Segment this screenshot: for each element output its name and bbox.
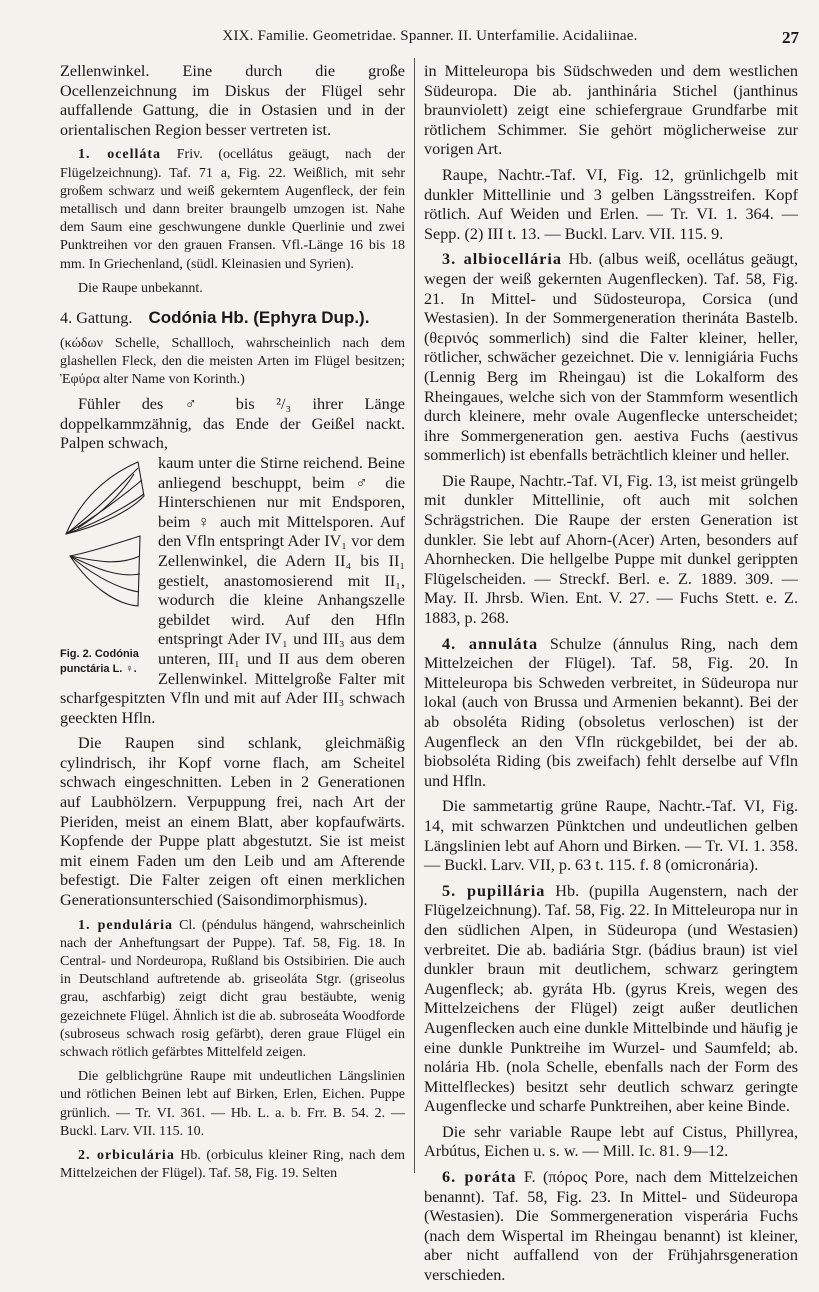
column-divider <box>414 58 415 1173</box>
paragraph: Die Raupen sind schlank, gleichmäßig cylindrisch, ihr Kopf vorne flach, am Scheitel schwach eingeschnitten. Leben in 2 Generationen auf Laubhölzern. Verpuppung frei, nach Art der Pieriden, meist an einem Blatt, aber kopfaufwärts. Kopfende der Puppe platt abgestutzt. Sie ist meist mit einem Faden um den Leib und am Afterende befestigt. Die Falter zeigen oft einen merklichen Generationsunterschied (Saisondimorphismus). <box>60 734 405 910</box>
species-text: Cl. (péndulus hängend, wahrscheinlich nach der Anheftungsart der Puppe). Taf. 58, Fig. 18. In Central- und Nordeuropa, Rußland bis Ostsibirien. Die auch in Deutschland auftretende ab. griseoláta Stgr. (griseolus grau, aschfarbig) zeigt dicht grau bestäubte, wenig gezeichnete Flügel. Ähnlich ist die ab. subroseáta Woodforde (subroseus schwach rosig gefärbt), deren graue Flügel ein schwach rötlich gefärbtes Mittelfeld zeigen. <box>60 917 406 1061</box>
species-name: 2. orbiculária <box>78 1148 175 1164</box>
species-text: Hb. (albus weiß, ocellátus geäugt, wegen der weiß gekernten Augenflecken). Taf. 58, Fig. 21. In Mittel- und Südosteuropa, Corsica (und Westasien). In der Sommergeneration therináta Bastelb. (θερινός sommerlich) sind die Falter kleiner, heller, rötlicher, schwächer gezeichnet. Die v. lennigiária Fuchs (Lennig Berg im Rheingau) ist die Lokalform des Rheingaues, welche sich von der Stammform wesentlich durch kleinere, mehr ovale Augenflecke unterscheidet; ihre Sommergeneration gen. aestiva Fuchs (aestivus sommerlich) ist ebenfalls beträchtlich kleiner und heller. <box>424 250 798 465</box>
page-number: 27 <box>782 28 799 47</box>
species-text: F. (πόρος Pore, nach dem Mittelzeichen benannt). Taf. 58, Fig. 23. In Mittel- und Südeuropa (Westasien). Die Sommergeneration visperária Fuchs (nach dem Wispertal im Rheingau benannt) ist kleiner, aber nicht auffallend von der Frühjahrsgeneration verschieden. <box>424 1168 799 1285</box>
wing-venation-figure <box>60 456 150 680</box>
species-entry <box>424 882 798 1117</box>
page-header <box>0 18 819 48</box>
paragraph: Zellenwinkel. Eine durch die große Ocellenzeichnung im Diskus der Flügel sehr auffallende Gattung, die in Ostasien und in der orientalischen Region besser vertreten ist. <box>60 62 405 139</box>
species-name: 5. pupillária <box>442 881 546 900</box>
species-entry <box>60 146 405 273</box>
species-text: Hb. (pupilla Augenstern, nach der Flügelzeichnung). Taf. 58, Fig. 22. In Mitteleuropa nur in den südlichen Alpen, in Südeuropa (und Westasien) verbreitet. Die ab. badiária Stgr. (bádius braun) ist viel dunkler braun mit deutlichem, schwarz geringtem Augenfleck; ab. gyráta Hb. (gyrus Kreis, wegen des Mittelzeichens der Flügel) zeigt außer deutlichen Augenflecken auch eine dunkle Mittelbinde und häufig je eine dunkle Punktreihe im Wurzel- und Saumfeld; ab. nolária Hb. (nola Schelle, ebenfalls nach der Form des Mittelfleckes) besitzt sehr deutlich schwarz geringte Augenflecke und scharfe Punktreihen, aber keine Binde. <box>424 881 799 1116</box>
paragraph: in Mitteleuropa bis Südschweden und dem westlichen Südeuropa. Die ab. janthinária Stichel (janthinus braunviolett) zeigt eine schiefergraue Grundfarbe mit rötlichem Schimmer. Sie gehört möglicherweise zur vorigen Art. <box>424 62 798 159</box>
species-text: Friv. (ocellátus geäugt, nach der Flügelzeichnung). Taf. 71 a, Fig. 22. Weißlich, mit sehr großem schwarz und weiß gekerntem Augenfleck, der fein metallisch und dann breiter braungelb umzogen ist. Nahe dem Saum eine geschwungene dunkle Querlinie und zwei Punktreihen vor den grauen Fransen. Vfl.-Länge 16 bis 18 mm. In Griechenland, (südl. Kleinasien und Syrien). <box>60 147 405 272</box>
genus-heading <box>60 308 405 329</box>
running-head: XIX. Familie. Geometridae. Spanner. II. Unterfamilie. Acidaliinae. <box>222 28 638 44</box>
paragraph: Die gelblichgrüne Raupe mit undeutlichen Längslinien und rötlichen Beinen lebt auf Birken, Erlen, Eichen. Puppe grünlich. — Tr. VI. 361. — Hb. L. a. b. Frr. B. 54. 2. — Buckl. Larv. VII. 115. 10. <box>60 1069 405 1139</box>
species-name: 6. poráta <box>442 1168 517 1187</box>
figure-caption: Fig. 2. Codónia <box>60 647 139 660</box>
species-name: 1. ocelláta <box>78 147 162 163</box>
right-column <box>424 62 798 1292</box>
wing-venation-diagram <box>60 456 150 646</box>
paragraph: Die sehr variable Raupe lebt auf Cistus, Phillyrea, Arbútus, Eichen u. s. w. — Mill. Ic. 81. 9—12. <box>424 1122 798 1161</box>
paragraph: Fühler des ♂ bis ²/₃ ihrer Länge doppelkammzähnig, das Ende der Geißel nackt. Palpen schwach, <box>60 395 405 453</box>
paragraph: Die sammetartig grüne Raupe, Nachtr.-Taf. VI, Fig. 14, mit schwarzen Pünktchen und undeutlichen gelben Längslinien lebt auf Ahorn und Birken. — Tr. VI. 1. 358. — Buckl. Larv. VII, p. 63 t. 115. f. 8 (omicronária). <box>424 797 798 875</box>
species-text: Hb. (orbiculus kleiner Ring, nach dem Mittelzeichen der Flügel). Taf. 58, Fig. 19. Selten <box>60 1148 405 1182</box>
species-entry <box>424 1168 798 1286</box>
paragraph: Die Raupe unbekannt. <box>78 280 203 296</box>
species-entry <box>424 250 798 466</box>
species-entry <box>424 635 798 792</box>
paragraph: Raupe, Nachtr.-Taf. VI, Fig. 12, grünlichgelb mit dunkler Mittellinie und 3 gelben Längsstreifen. Kopf rötlich. Auf Weiden und Erlen. — Tr. VI. 1. 364. — Sepp. (2) III t. 13. — Buckl. Larv. VII. 115. 9. <box>424 165 798 243</box>
paragraph: Die Raupe, Nachtr.-Taf. VI, Fig. 13, ist meist grüngelb mit dunkler Mittellinie, oft auch mit solchen Schrägstrichen. Die Raupe der ersten Generation ist dunkler. Sie lebt auf Ahorn-(Acer) Arten, besonders auf Ahornhecken. Die hellgelbe Puppe mit dunkel gerippten Flügelscheiden. — Streckf. Berl. e. Z. 1889. 309. — May. II. Jhrsb. Wien. Ent. V. 27. — Fuchs Stett. e. Z. 1883, p. 268. <box>424 471 798 628</box>
species-name: 4. annuláta <box>442 634 539 653</box>
species-text: Schulze (ánnulus Ring, nach dem Mittelzeichen der Flügel). Taf. 58, Fig. 20. In Mitteleuropa bis Schweden verbreitet, in Südeuropa nur lokal (auch von Brussa und Armenien bekannt). Bei der ab obsoléta Riding (obsoletus verloschen) ist der Augenfleck an den Vfln rückgebildet, bei der ab. biobsoléta Riding (bis zweifach) fehlt derselbe auf Vfln und Hfln. <box>424 634 798 790</box>
figure-caption: punctária L. ♀. <box>60 662 137 675</box>
species-entry <box>60 1147 405 1183</box>
paragraph: kaum unter die Stirne reichend. Beine anliegend beschuppt, beim ♂ die Hinterschienen nur mit Endsporen, beim ♀ auch mit Mittelsporen. Auf den Vfln entspringt Ader IV₁ vor dem Zellenwinkel, die Adern II₄ bis II₁ gestielt, anastomosierend mit II₁, wodurch die kleine Anhangszelle gebildet wird. Auf den Hfln entspringt Ader IV₁ und III₃ aus dem unteren, III₁ und II aus dem oberen Zellenwinkel. Mittelgroße Falter mit scharfgespitzten Vfln und mit auf Ader III₃ schwach geeckten Hfln. <box>60 453 405 727</box>
species-name: 3. albiocellária <box>442 250 563 269</box>
genus-number: 4. Gattung. <box>60 309 133 327</box>
species-entry <box>60 917 405 1063</box>
genus-name: Codónia Hb. (Ephyra Dup.). <box>148 308 370 327</box>
etymology: (κώδων Schelle, Schallloch, wahrscheinlich nach dem glashellen Fleck, den die meisten Arten im Flügel besitzen; Ἐφύρα alter Name von Korinth.) <box>60 335 405 387</box>
left-column <box>60 62 405 1189</box>
species-name: 1. pendulária <box>78 917 173 933</box>
